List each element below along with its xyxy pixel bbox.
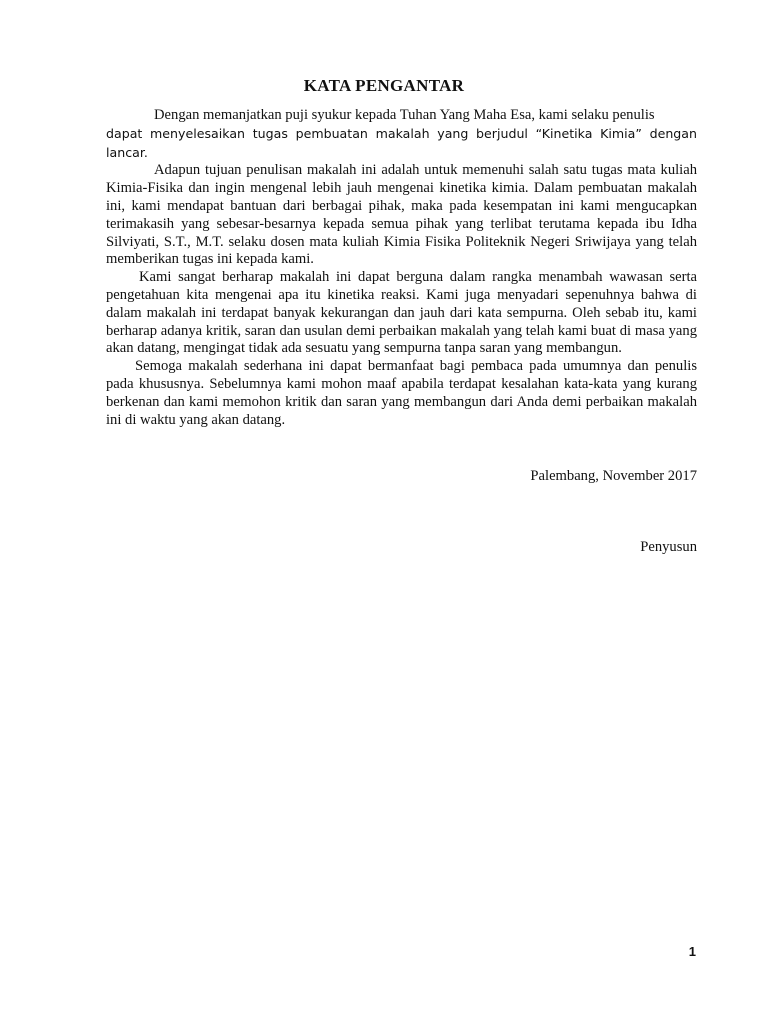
author-signature-label: Penyusun bbox=[640, 539, 697, 555]
paragraph-2: Adapun tujuan penulisan makalah ini adalah untuk memenuhi salah satu tugas mata kuliah Kimia-Fisika dan ingin mengenal lebih jauh mengenai kinetika kimia. Dalam pembuatan makalah ini, kami mendapat bantuan dari berbagai pihak, maka pada kesempatan ini kami mengucapkan terimakasih yang sebesar-besarnya kepada semua pihak yang terlibat terutama kepada ibu Idha Silviyati, S.T., M.T. selaku dosen mata kuliah Kimia Fisika Politeknik Negeri Sriwijaya yang telah memberikan tugas ini kepada kami. bbox=[106, 162, 697, 268]
paragraph-1-line-1: Dengan memanjatkan puji syukur kepada Tuhan Yang Maha Esa, kami selaku penulis bbox=[154, 107, 655, 123]
paragraph-4: Semoga makalah sederhana ini dapat bermanfaat bagi pembaca pada umumnya dan penulis pada khususnya. Sebelumnya kami mohon maaf apabila terdapat kesalahan kata-kata yang kurang berkenan dan kami memohon kritik dan saran yang membangun dari Anda demi perbaikan makalah ini di waktu yang akan datang. bbox=[106, 358, 697, 428]
document-body bbox=[106, 107, 697, 429]
place-date: Palembang, November 2017 bbox=[530, 468, 697, 484]
paragraph-1-line-2: dapat menyelesaikan tugas pembuatan makalah yang berjudul “Kinetika Kimia” dengan lancar. bbox=[106, 125, 697, 160]
paragraph-3: Kami sangat berharap makalah ini dapat berguna dalam rangka menambah wawasan serta pengetahuan kita mengenai apa itu kinetika reaksi. Kami juga menyadari sepenuhnya bahwa di dalam makalah ini terdapat banyak kekurangan dan jauh dari kata sempurna. Oleh sebab itu, kami berharap adanya kritik, saran dan usulan demi perbaikan makalah yang telah kami buat di masa yang akan datang, mengingat tidak ada sesuatu yang sempurna tanpa saran yang membangun. bbox=[106, 269, 697, 357]
paragraph-1 bbox=[106, 107, 697, 162]
page-title: KATA PENGANTAR bbox=[303, 76, 465, 95]
page-number: 1 bbox=[688, 944, 696, 959]
